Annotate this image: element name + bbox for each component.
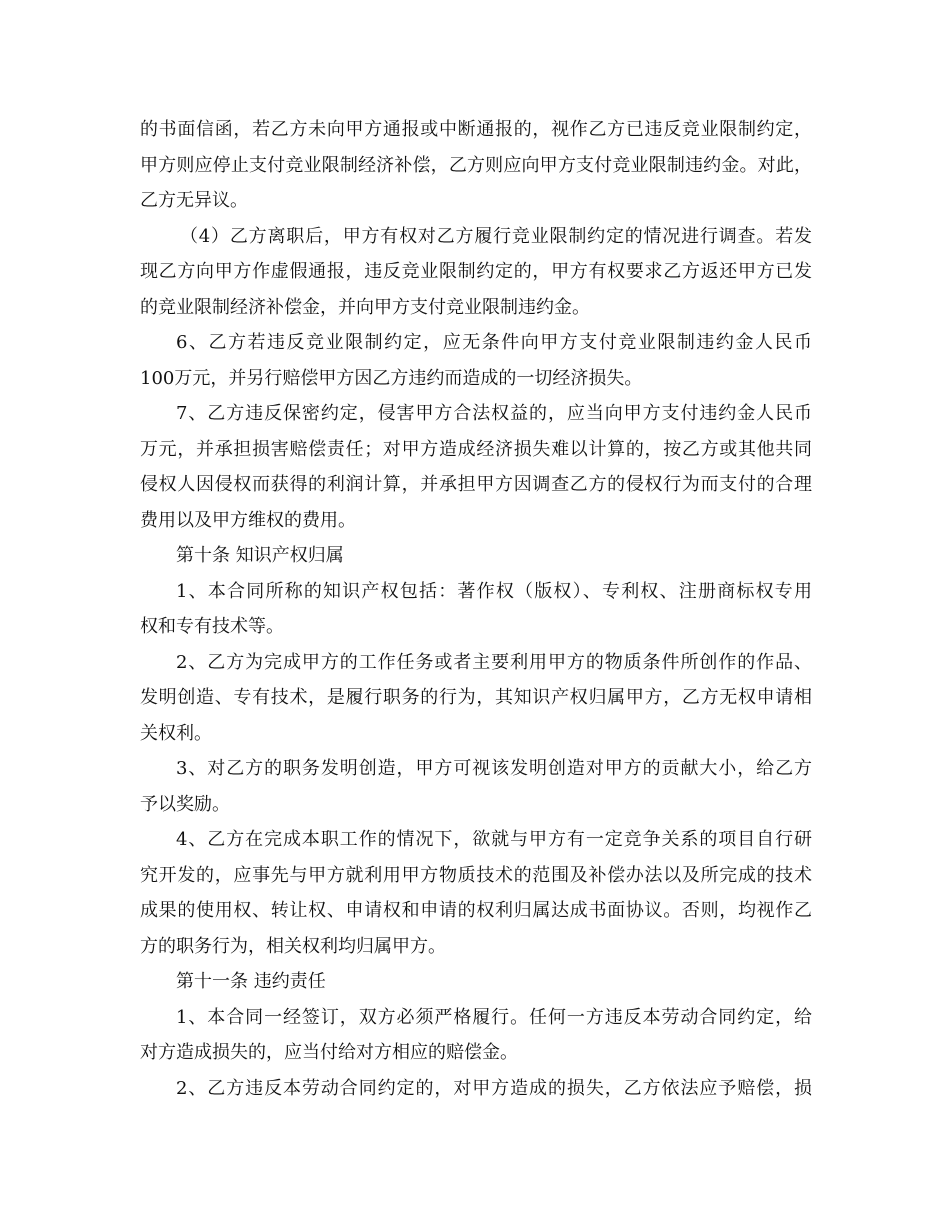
document-line: 万元，并承担损害赔偿责任；对甲方造成经济损失难以计算的，按乙方或其他共同	[140, 438, 812, 460]
document-line: 第十一条 违约责任	[176, 971, 326, 992]
document-line: 7、乙方违反保密约定，侵害甲方合法权益的，应当向甲方支付违约金人民币	[176, 403, 812, 424]
document-line: 发明创造、专有技术，是履行职务的行为，其知识产权归属甲方，乙方无权申请相	[140, 687, 812, 708]
document-line: 6、乙方若违反竞业限制约定，应无条件向甲方支付竞业限制违约金人民币	[176, 332, 812, 353]
document-line: 费用以及甲方维权的费用。	[140, 509, 356, 531]
document-line: 3、对乙方的职务发明创造，甲方可视该发明创造对甲方的贡献大小，给乙方	[176, 758, 812, 779]
document-line: 2、乙方违反本劳动合同约定的，对甲方造成的损失，乙方依法应予赔偿，损	[176, 1077, 812, 1099]
document-line: 4、乙方在完成本职工作的情况下，欲就与甲方有一定竞争关系的项目自行研	[176, 829, 812, 850]
document-line: 现乙方向甲方作虚假通报，违反竞业限制约定的，甲方有权要求乙方返还甲方已发	[140, 261, 812, 282]
document-line: 2、乙方为完成甲方的工作任务或者主要利用甲方的物质条件所创作的作品、	[176, 651, 812, 673]
document-line: 的竞业限制经济补偿金，并向甲方支付竞业限制违约金。	[140, 296, 590, 318]
document-line: 成果的使用权、转让权、申请权和申请的权利归属达成书面协议。否则，均视作乙	[140, 900, 812, 921]
document-line: 侵权人因侵权而获得的利润计算，并承担甲方因调查乙方的侵权行为而支付的合理	[140, 474, 812, 495]
document-line: 100万元，并另行赔偿甲方因乙方违约而造成的一切经济损失。	[140, 367, 643, 389]
document-line: 第十条 知识产权归属	[176, 545, 344, 566]
document-line: 的书面信函，若乙方未向甲方通报或中断通报的，视作乙方已违反竞业限制约定，	[140, 119, 812, 140]
document-line: 究开发的，应事先与甲方就利用甲方物质技术的范围及补偿办法以及所完成的技术	[140, 864, 812, 886]
document-line: 关权利。	[140, 722, 212, 744]
document-line: 予以奖励。	[140, 793, 230, 815]
document-line: 甲方则应停止支付竞业限制经济补偿，乙方则应向甲方支付竞业限制违约金。对此，	[140, 154, 812, 176]
document-line: 权和专有技术等。	[140, 616, 284, 637]
document-line: 1、本合同所称的知识产权包括：著作权（版权）、专利权、注册商标权专用	[176, 580, 812, 602]
document-line: 乙方无异议。	[140, 190, 248, 211]
document-line: 1、本合同一经签订，双方必须严格履行。任何一方违反本劳动合同约定，给	[176, 1006, 812, 1028]
document-line: （4）乙方离职后，甲方有权对乙方履行竞业限制约定的情况进行调查。若发	[180, 225, 812, 247]
document-line: 方的职务行为，相关权利均归属甲方。	[140, 935, 446, 957]
document-line: 对方造成损失的，应当付给对方相应的赔偿金。	[140, 1042, 518, 1063]
document-body	[140, 112, 812, 1106]
